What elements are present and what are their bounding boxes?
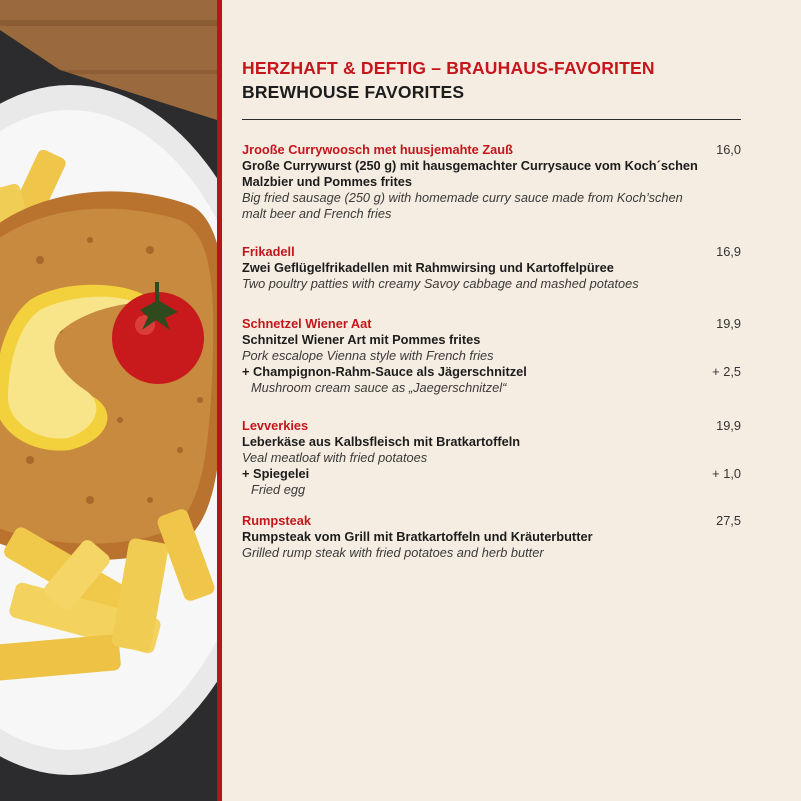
menu-item-frikadell — [242, 244, 741, 292]
section-title-german: HERZHAFT & DEFTIG – BRAUHAUS-FAVORITEN — [242, 58, 655, 78]
section-title-english: BREWHOUSE FAVORITES — [242, 82, 465, 102]
heading-divider — [242, 119, 741, 120]
extra-price: + 2,5 — [712, 364, 741, 379]
menu-item-extra-en: Fried egg — [251, 482, 306, 497]
menu-item-name: Schnetzel Wiener Aat — [242, 316, 372, 331]
menu-item-name: Frikadell — [242, 244, 295, 259]
menu-item-price: 19,9 — [716, 316, 741, 331]
menu-item-description-de: Große Currywurst (250 g) mit hausgemachter Currysauce vom Koch´schen — [242, 158, 698, 173]
menu-item-price: 27,5 — [716, 513, 741, 528]
menu-item-extra-de — [242, 364, 741, 380]
menu-item-leberkaese — [242, 418, 741, 498]
menu-item-description-de: Rumpsteak vom Grill mit Bratkartoffeln und Kräuterbutter — [242, 529, 593, 544]
menu-item-description-en: Pork escalope Vienna style with French fries — [242, 348, 494, 363]
menu-item-description-en: Two poultry patties with creamy Savoy cabbage and mashed potatoes — [242, 276, 639, 291]
food-photo — [0, 0, 217, 801]
menu-item-description-de: Zwei Geflügelfrikadellen mit Rahmwirsing und Kartoffelpüree — [242, 260, 614, 275]
menu-item-price: 16,0 — [716, 142, 741, 157]
menu-panel — [222, 0, 801, 801]
extra-price: + 1,0 — [712, 466, 741, 481]
menu-item-rumpsteak — [242, 513, 741, 561]
menu-item-currywurst — [242, 142, 741, 222]
menu-item-description-en: Grilled rump steak with fried potatoes and herb butter — [242, 545, 544, 560]
menu-item-description-de: Schnitzel Wiener Art mit Pommes frites — [242, 332, 481, 347]
menu-item-description-en: Big fried sausage (250 g) with homemade curry sauce made from Koch’schen — [242, 190, 683, 205]
menu-item-name: Jrooße Currywoosch met huusjemahte Zauß — [242, 142, 513, 157]
menu-item-description-de: Malzbier und Pommes frites — [242, 174, 412, 189]
extra-label: + Champignon-Rahm-Sauce als Jägerschnitzel — [242, 364, 527, 379]
menu-item-extra-en: Mushroom cream sauce as „Jaegerschnitzel“ — [251, 380, 507, 395]
extra-label: + Spiegelei — [242, 466, 310, 481]
menu-item-description-en: Veal meatloaf with fried potatoes — [242, 450, 428, 465]
menu-item-description-de: Leberkäse aus Kalbsfleisch mit Bratkartoffeln — [242, 434, 521, 449]
menu-item-schnitzel — [242, 316, 741, 396]
schnitzel-plate-illustration — [0, 0, 217, 801]
menu-item-extra-de — [242, 466, 741, 482]
menu-item-price: 16,9 — [716, 244, 741, 259]
menu-item-description-en: malt beer and French fries — [242, 206, 392, 221]
menu-item-name: Levverkies — [242, 418, 309, 433]
menu-item-name: Rumpsteak — [242, 513, 311, 528]
menu-item-price: 19,9 — [716, 418, 741, 433]
